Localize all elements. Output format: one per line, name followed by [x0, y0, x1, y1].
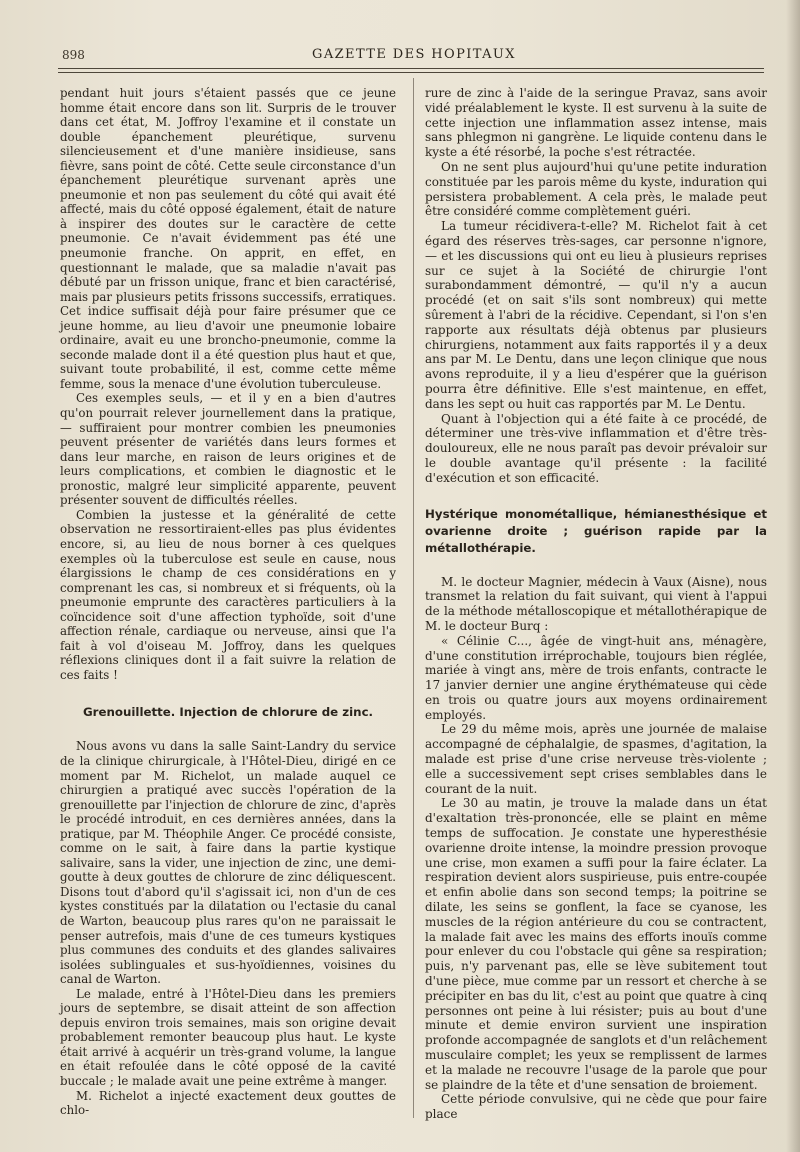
paragraph: Nous avons vu dans la salle Saint-Landry du service de la clinique chirurgicale, à l'Hôtel-Dieu, dirigé en ce moment par M. Richelot, un malade auquel ce chirurgien a pratiqué avec succès l'opération de la grenouillette par l'injection de chlorure de zinc, d'après le procédé introduit, en ces dernières années, dans la pratique, par M. Théophile Anger. Ce procédé consiste, comme on le sait, à faire dans la partie kystique salivaire, sans la vider, une injection de zinc, une demi-goutte à deux gouttes de chlorure de zinc déliquescent. Disons tout d'abord qu'il s'agissait ici, non d'un de ces kystes constitués par la dilatation ou l'ectasie du canal de Warton, beaucoup plus rares qu'on ne paraissait le penser autrefois, mais d'une de ces tumeurs kystiques plus communes des conduits et des glandes salivaires isolées sublinguales et sus-hyoïdiennes, voisines du canal de Warton. — [60, 739, 396, 987]
paragraph: pendant huit jours s'étaient passés que ce jeune homme était encore dans son lit. Surpris de le trouver dans cet état, M. Joffroy l'examine et il constate un double épanchement pleurétique, survenu silencieusement et d'une manière insidieuse, sans fièvre, sans point de côté. Cette seule circonstance d'un épanchement pleurétique survenant après une pneumonie et non pas seulement du côté qui avait été affecté, mais du côté opposé également, était de nature à inspirer des doutes sur le caractère de cette pneumonie. Ce n'avait évidemment pas été une pneumonie franche. On apprit, en effet, en questionnant le malade, que sa maladie n'avait pas débuté par un frisson unique, franc et bien caractérisé, mais par plusieurs petits frissons successifs, erratiques. Cet indice suffisait déjà pour faire présumer que ce jeune homme, au lieu d'avoir une pneumonie lobaire ordinaire, avait eu une broncho-pneumonie, comme la seconde malade dont il a été question plus haut et que, suivant toute probabilité, il est, comme cette même femme, sous la menace d'une évolution tuberculeuse. — [60, 86, 396, 391]
header-rule-top — [58, 68, 764, 69]
left-column — [60, 86, 396, 1118]
journal-title: GAZETTE DES HOPITAUX — [312, 47, 516, 62]
paragraph: Le 29 du même mois, après une journée de malaise accompagné de céphalalgie, de spasmes, d'agitation, la malade est prise d'une crise nerveuse très-violente ; elle a successivement sept crises semblables dans le courant de la nuit. — [425, 722, 767, 796]
paragraph: M. Richelot a injecté exactement deux gouttes de chlo- — [60, 1088, 396, 1118]
section-heading: Grenouillette. Injection de chlorure de zinc. — [82, 705, 374, 720]
paragraph: La tumeur récidivera-t-elle? M. Richelot fait à cet égard des réserves très-sages, car personne n'ignore, — et les discussions qui ont eu lieu à plusieurs reprises sur ce sujet à la Société de chirurgie l'ont surabondamment démontré, — qu'il n'y a aucun procédé (et on sait s'ils sont nombreux) qui mette sûrement à l'abri de la récidive. Cependant, si l'on s'en rapporte aux résultats déjà obtenus par plusieurs chirurgiens, notamment aux faits rapportés il y a deux ans par M. Le Dentu, dans une leçon clinique que nous avons reproduite, il y a lieu d'espérer que la guérison pourra être définitive. Elle s'est maintenue, en effet, dans les sept ou huit cas rapportés par M. Le Dentu. — [425, 219, 767, 411]
paragraph: Ces exemples seuls, — et il y en a bien d'autres qu'on pourrait relever journellement dans la pratique, — suffiraient pour montrer combien les pneumonies peuvent présenter de variétés dans leurs formes et dans leur marche, en raison de leurs origines et de leurs complications, et combien le diagnostic et le pronostic, malgré leur simplicité apparente, peuvent présenter souvent de difficultés réelles. — [60, 391, 396, 508]
column-divider — [413, 78, 414, 1118]
paragraph: « Célinie C..., âgée de vingt-huit ans, ménagère, d'une constitution irréprochable, toujours bien réglée, mariée à vingt ans, mère de trois enfants, contracte le 17 janvier dernier une angine érythémateuse qui cède en trois ou quatre jours aux moyens ordinairement employés. — [425, 633, 767, 722]
page-number: 898 — [62, 48, 85, 62]
paragraph: Le 30 au matin, je trouve la malade dans un état d'exaltation très-prononcée, elle se plaint en même temps de suffocation. Je constate une hyperesthésie ovarienne droite intense, la moindre pression provoque une crise, mon examen a suffi pour la faire éclater. La respiration devient alors suspirieuse, puis entre-coupée et enfin abolie dans son second temps; la poitrine se dilate, les seins se gonflent, la face se cyanose, les muscles de la région antérieure du cou se contractent, la malade fait avec les mains des efforts inouïs comme pour enlever du cou l'obstacle qui gêne sa respiration; puis, n'y parvenant pas, elle se lève subitement tout d'une pièce, mue comme par un ressort et cherche à se précipiter en bas du lit, c'est au point que quatre à cinq personnes ont peine à lui résister; puis au bout d'une minute et demie environ survient une inspiration profonde accompagnée de sanglots et d'un relâchement musculaire complet; les yeux se remplissent de larmes et la malade ne recouvre l'usage de la parole que pour se plaindre de la tête et d'une sensation de broiement. — [425, 796, 767, 1092]
paragraph: Cette période convulsive, qui ne cède que pour faire place — [425, 1092, 767, 1122]
paragraph: Le malade, entré à l'Hôtel-Dieu dans les premiers jours de septembre, se disait atteint de son affection depuis environ trois semaines, mais son origine devait probablement remonter beaucoup plus haut. Le kyste était arrivé à acquérir un très-grand volume, la langue en était refoulée dans le côté opposé de la cavité buccale ; le malade avait une peine extrême à manger. — [60, 986, 396, 1088]
header-rule-bottom — [58, 72, 764, 73]
page-edge-shadow — [786, 0, 800, 1152]
paragraph: Quant à l'objection qui a été faite à ce procédé, de déterminer une très-vive inflammation et d'être très-douloureux, elle ne nous paraît pas devoir prévaloir sur le double avantage qu'il présente : la facilité d'exécution et son efficacité. — [425, 411, 767, 485]
paragraph: Combien la justesse et la généralité de cette observation ne ressortiraient-elles pas plus évidentes encore, si, au lieu de nous borner à ces quelques exemples où la tuberculose est seule en cause, nous élargissions le champ de ces considérations en y comprenant les cas, si nombreux et si fréquents, où la pneumonie emprunte des caractères particuliers à la coïncidence soit d'une affection typhoïde, soit d'une affection rénale, cardiaque ou nerveuse, ainsi que l'a fait à vol d'oiseau M. Joffroy, dans les quelques réflexions cliniques dont il a fait suivre la relation de ces faits ! — [60, 507, 396, 682]
right-column — [425, 86, 767, 1122]
paragraph: rure de zinc à l'aide de la seringue Pravaz, sans avoir vidé préalablement le kyste. Il est survenu à la suite de cette injection une inflammation assez intense, mais sans phlegmon ni gangrène. Le liquide contenu dans le kyste a été résorbé, la poche s'est rétractée. — [425, 86, 767, 160]
page-header — [58, 44, 770, 66]
paragraph: M. le docteur Magnier, médecin à Vaux (Aisne), nous transmet la relation du fait suivant, qui vient à l'appui de la méthode métalloscopique et métallothérapique de M. le docteur Burq : — [425, 574, 767, 633]
paragraph: On ne sent plus aujourd'hui qu'une petite induration constituée par les parois même du kyste, induration qui persistera probablement. A cela près, le malade peut être considéré comme complètement guéri. — [425, 159, 767, 219]
section-heading: Hystérique monométallique, hémianesthésique et ovarienne droite ; guérison rapide par la métallothérapie. — [425, 506, 767, 555]
